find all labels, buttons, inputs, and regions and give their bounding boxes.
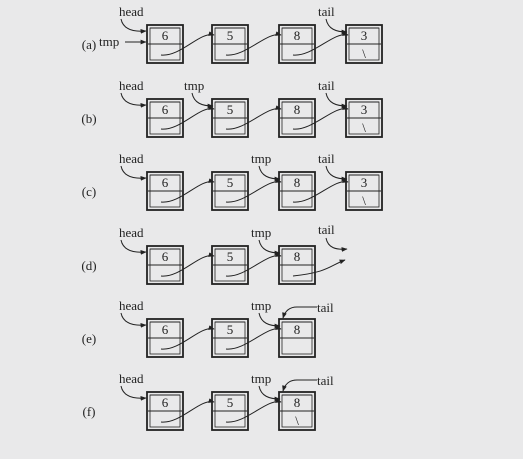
row-label: (e) xyxy=(81,331,97,346)
node-value: 8 xyxy=(293,249,301,264)
tail-pointer-arrow xyxy=(283,380,317,391)
node-value: 5 xyxy=(226,322,234,337)
node-value: 6 xyxy=(161,322,169,337)
tmp-label: tmp xyxy=(251,371,272,386)
node-value: 5 xyxy=(226,28,234,43)
node-value: 5 xyxy=(226,249,234,264)
head-label: head xyxy=(119,371,144,386)
tmp-pointer-arrow xyxy=(192,93,213,106)
node-value: 8 xyxy=(293,322,301,337)
tail-pointer-arrow xyxy=(326,238,347,249)
node-value: 3 xyxy=(360,175,368,190)
node-value: 8 xyxy=(293,395,301,410)
head-label: head xyxy=(119,298,144,313)
null-pointer: \ xyxy=(362,46,366,61)
next-pointer-arrow xyxy=(161,182,214,203)
node-value: 3 xyxy=(360,28,368,43)
tail-label: tail xyxy=(317,300,334,315)
head-pointer-arrow xyxy=(121,19,146,31)
tmp-pointer-arrow xyxy=(259,313,280,326)
next-pointer-arrow xyxy=(293,109,348,130)
next-pointer-arrow xyxy=(226,182,281,203)
dangling-next-arrow xyxy=(293,260,345,276)
tmp-pointer-arrow xyxy=(259,240,280,253)
node-value: 6 xyxy=(161,175,169,190)
next-pointer-arrow xyxy=(226,329,281,350)
tail-pointer-arrow xyxy=(326,93,347,106)
tail-pointer-arrow xyxy=(326,166,347,179)
node-value: 6 xyxy=(161,395,169,410)
row-label: (a) xyxy=(81,37,97,52)
node-value: 8 xyxy=(293,28,301,43)
head-label: head xyxy=(119,151,144,166)
null-pointer: \ xyxy=(295,413,299,428)
next-pointer-arrow xyxy=(226,402,281,423)
tail-label: tail xyxy=(318,4,335,19)
tail-label: tail xyxy=(318,78,335,93)
next-pointer-arrow xyxy=(161,35,214,56)
head-label: head xyxy=(119,4,144,19)
next-pointer-arrow xyxy=(226,256,281,277)
next-pointer-arrow xyxy=(226,35,281,56)
node-value: 6 xyxy=(161,102,169,117)
head-pointer-arrow xyxy=(121,240,146,252)
tmp-pointer-arrow xyxy=(259,386,280,399)
node-value: 5 xyxy=(226,395,234,410)
tmp-label: tmp xyxy=(99,34,120,49)
next-pointer-arrow xyxy=(161,256,214,277)
node-value: 8 xyxy=(293,102,301,117)
node-value: 3 xyxy=(360,102,368,117)
node-value: 6 xyxy=(161,28,169,43)
next-pointer-arrow xyxy=(161,402,214,423)
next-pointer-arrow xyxy=(293,182,348,203)
row-label: (b) xyxy=(81,111,97,126)
head-pointer-arrow xyxy=(121,166,146,178)
tail-label: tail xyxy=(318,222,335,237)
node-value: 6 xyxy=(161,249,169,264)
tail-pointer-arrow xyxy=(283,307,317,318)
next-pointer-arrow xyxy=(161,329,214,350)
tmp-label: tmp xyxy=(251,225,272,240)
node-value: 5 xyxy=(226,175,234,190)
tail-label: tail xyxy=(318,151,335,166)
next-pointer-arrow xyxy=(226,109,281,130)
head-label: head xyxy=(119,78,144,93)
head-pointer-arrow xyxy=(121,313,146,325)
head-pointer-arrow xyxy=(121,93,146,105)
tmp-pointer-arrow xyxy=(259,166,280,179)
row-label: (d) xyxy=(81,258,97,273)
row-label: (f) xyxy=(82,404,96,419)
null-pointer: \ xyxy=(362,193,366,208)
row-label: (c) xyxy=(81,184,97,199)
head-label: head xyxy=(119,225,144,240)
null-pointer: \ xyxy=(362,120,366,135)
tmp-label: tmp xyxy=(184,78,205,93)
tmp-label: tmp xyxy=(251,298,272,313)
next-pointer-arrow xyxy=(161,109,214,130)
tail-label: tail xyxy=(317,373,334,388)
node-value: 8 xyxy=(293,175,301,190)
next-pointer-arrow xyxy=(293,35,348,56)
tail-pointer-arrow xyxy=(326,19,347,32)
tmp-label: tmp xyxy=(251,151,272,166)
node-value: 5 xyxy=(226,102,234,117)
head-pointer-arrow xyxy=(121,386,146,398)
